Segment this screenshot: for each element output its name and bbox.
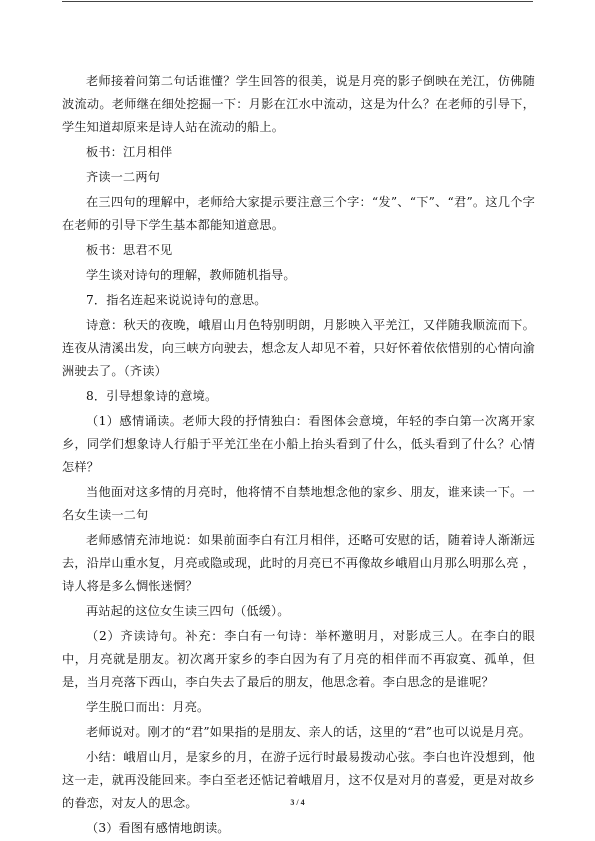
paragraph: 小结：峨眉山月，是家乡的月，在游子远行时最易拨动心弦。李白也许没想到，他这一走，就再没能回来。李白至老还惦记着峨眉月，这不仅是对月的喜爱，更是对故乡的眷恋，对友人的思念。 — [62, 750, 535, 810]
paragraph: 老师感情充沛地说：如果前面李白有江月相伴，还略可安慰的话，随着诗人渐渐远去，沿岸山重水复，月亮或隐或现，此时的月亮已不再像故乡峨眉山月那么明那么亮 ，诗人将是多么惆怅迷惘？ — [62, 533, 535, 593]
paragraph: 当他面对这多情的月亮时，他将情不自禁地想念他的家乡、朋友，谁来读一下。一名女生读一二句 — [62, 485, 535, 522]
paragraph: （2）齐读诗句。补充：李白有一句诗：举杯邀明月，对影成三人。在李白的眼中，月亮就是朋友。初次离开家乡的李白因为有了月亮的相伴而不再寂寞、孤单，但是，当月亮落下西山，李白失去了最后的朋友，他思念着。李白思念的是谁呢？ — [62, 629, 535, 689]
paragraph: 板书：思君不见 — [86, 243, 173, 257]
paragraph: 7．指名连起来说说诗句的意思。 — [86, 293, 267, 307]
paragraph: 学生脱口而出：月亮。 — [86, 700, 210, 714]
paragraph: 老师接着问第二句话谁懂？学生回答的很美，说是月亮的影子倒映在羌江，仿佛随波流动。老师继在细处挖掘一下：月影在江水中流动，这是为什么？在老师的引导下，学生知道却原来是诗人站在流动的船上。 — [62, 74, 535, 134]
paragraph: （1）感情诵读。老师大段的抒情独白：看图体会意境，年轻的李白第一次离开家乡，同学们想象诗人行船于平羌江坐在小船上抬头看到了什么，低头看到了什么？心情怎样？ — [62, 414, 535, 474]
paragraph: 齐读一二两句 — [86, 170, 161, 184]
page-number: 3 / 4 — [290, 798, 305, 807]
paragraph: 在三四句的理解中，老师给大家提示要注意三个字：“发”、“下”、“君”。这几个字在老师的引导下学生基本都能知道意思。 — [62, 195, 535, 232]
paragraph: 诗意：秋天的夜晚，峨眉山月色特别明朗，月影映入平羌江，又伴随我顺流而下。连夜从清溪出发，向三峡方向驶去，想念友人却见不着，只好怀着依依惜别的心情向渝洲驶去了。（齐读） — [62, 318, 535, 378]
paragraph: （3）看图有感情地朗读。 — [86, 821, 230, 835]
paragraph: 学生谈对诗句的理解，教师随机指导。 — [86, 268, 296, 282]
header-rule — [62, 1, 533, 2]
paragraph: 8．引导想象诗的意境。 — [86, 389, 218, 403]
paragraph: 板书：江月相伴 — [86, 145, 173, 159]
document-body — [62, 70, 535, 840]
paragraph: 再站起的这位女生读三四句（低缓）。 — [86, 604, 290, 618]
paragraph: 老师说对。刚才的“君”如果指的是朋友、亲人的话，这里的“君”也可以说是月亮。 — [86, 725, 531, 739]
